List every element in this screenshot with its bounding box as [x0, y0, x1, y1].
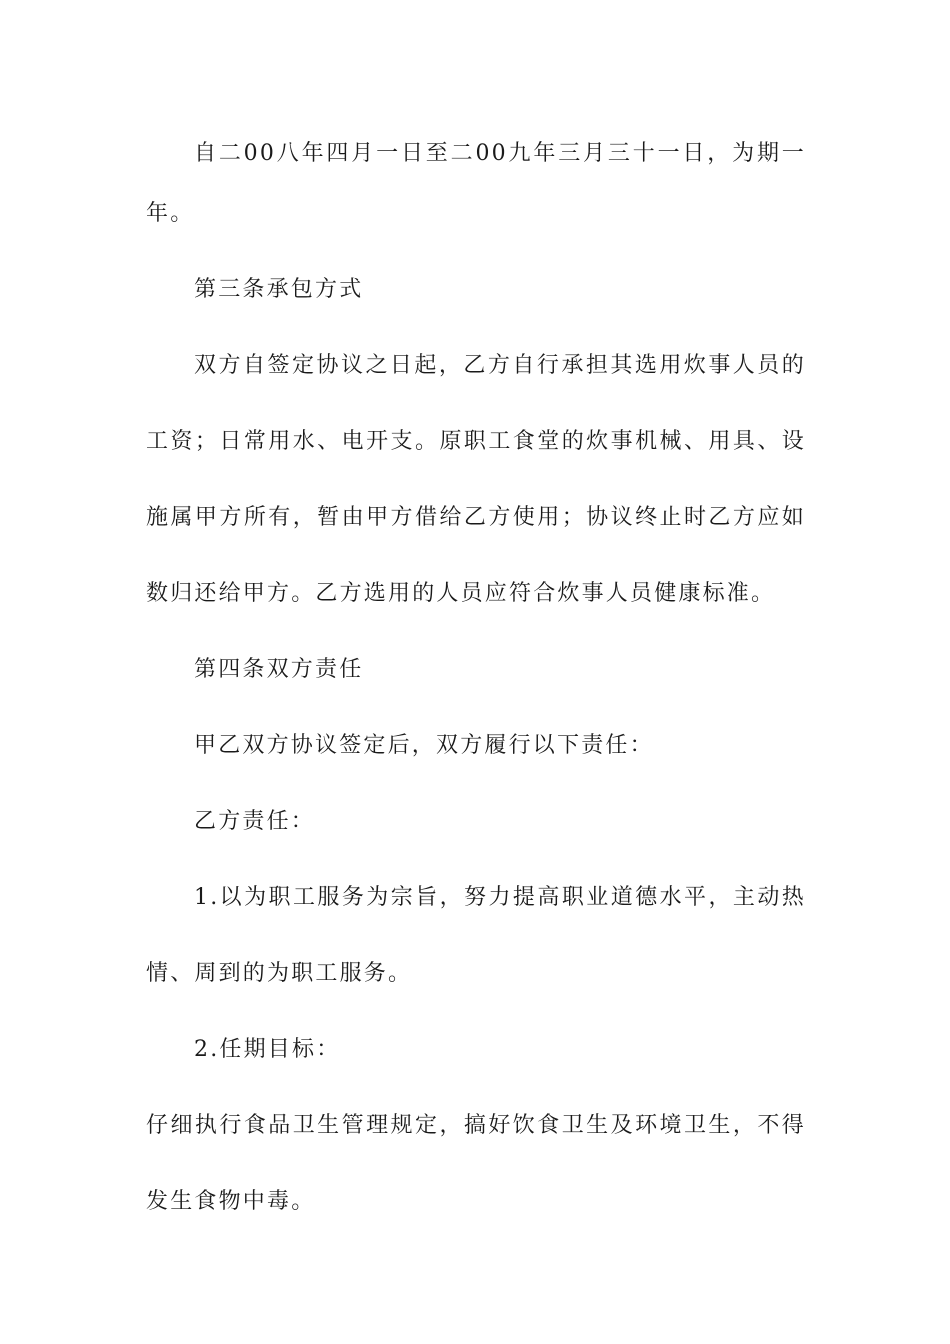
text-line: 工资；日常用水、电开支。原职工食堂的炊事机械、用具、设: [146, 429, 806, 454]
paragraph-hygiene: [146, 1096, 806, 1232]
text-line: 情、周到的为职工服务。: [146, 961, 413, 986]
paragraph-party-b-heading: [146, 792, 806, 852]
section-heading: 第四条双方责任: [194, 657, 364, 682]
text-line: 2.任期目标：: [194, 1037, 341, 1062]
text-line: 施属甲方所有，暂由甲方借给乙方使用；协议终止时乙方应如: [146, 505, 806, 530]
text-line: 数归还给甲方。乙方选用的人员应符合炊事人员健康标准。: [146, 581, 776, 606]
paragraph-item-2: [146, 1020, 806, 1080]
section-heading: 第三条承包方式: [194, 277, 364, 302]
text-line: 双方自签定协议之日起，乙方自行承担其选用炊事人员的: [194, 353, 806, 378]
paragraph-contract-method: [146, 336, 806, 624]
text-line: 1.以为职工服务为宗旨，努力提高职业道德水平，主动热: [194, 885, 806, 910]
text-line: 乙方责任：: [194, 809, 316, 834]
text-line: 发生食物中毒。: [146, 1189, 316, 1214]
text-line: 甲乙双方协议签定后，双方履行以下责任：: [194, 733, 654, 758]
paragraph-responsibilities-intro: [146, 716, 806, 776]
section-heading-article-4: [146, 640, 806, 700]
paragraph-term-period: [146, 124, 806, 244]
document-page: [146, 124, 806, 1232]
paragraph-item-1: [146, 868, 806, 1004]
text-line: 年。: [146, 201, 195, 226]
section-heading-article-3: [146, 260, 806, 320]
text-line: 自二00八年四月一日至二00九年三月三十一日，为期一: [194, 141, 806, 166]
text-line: 仔细执行食品卫生管理规定，搞好饮食卫生及环境卫生，不得: [146, 1113, 806, 1138]
